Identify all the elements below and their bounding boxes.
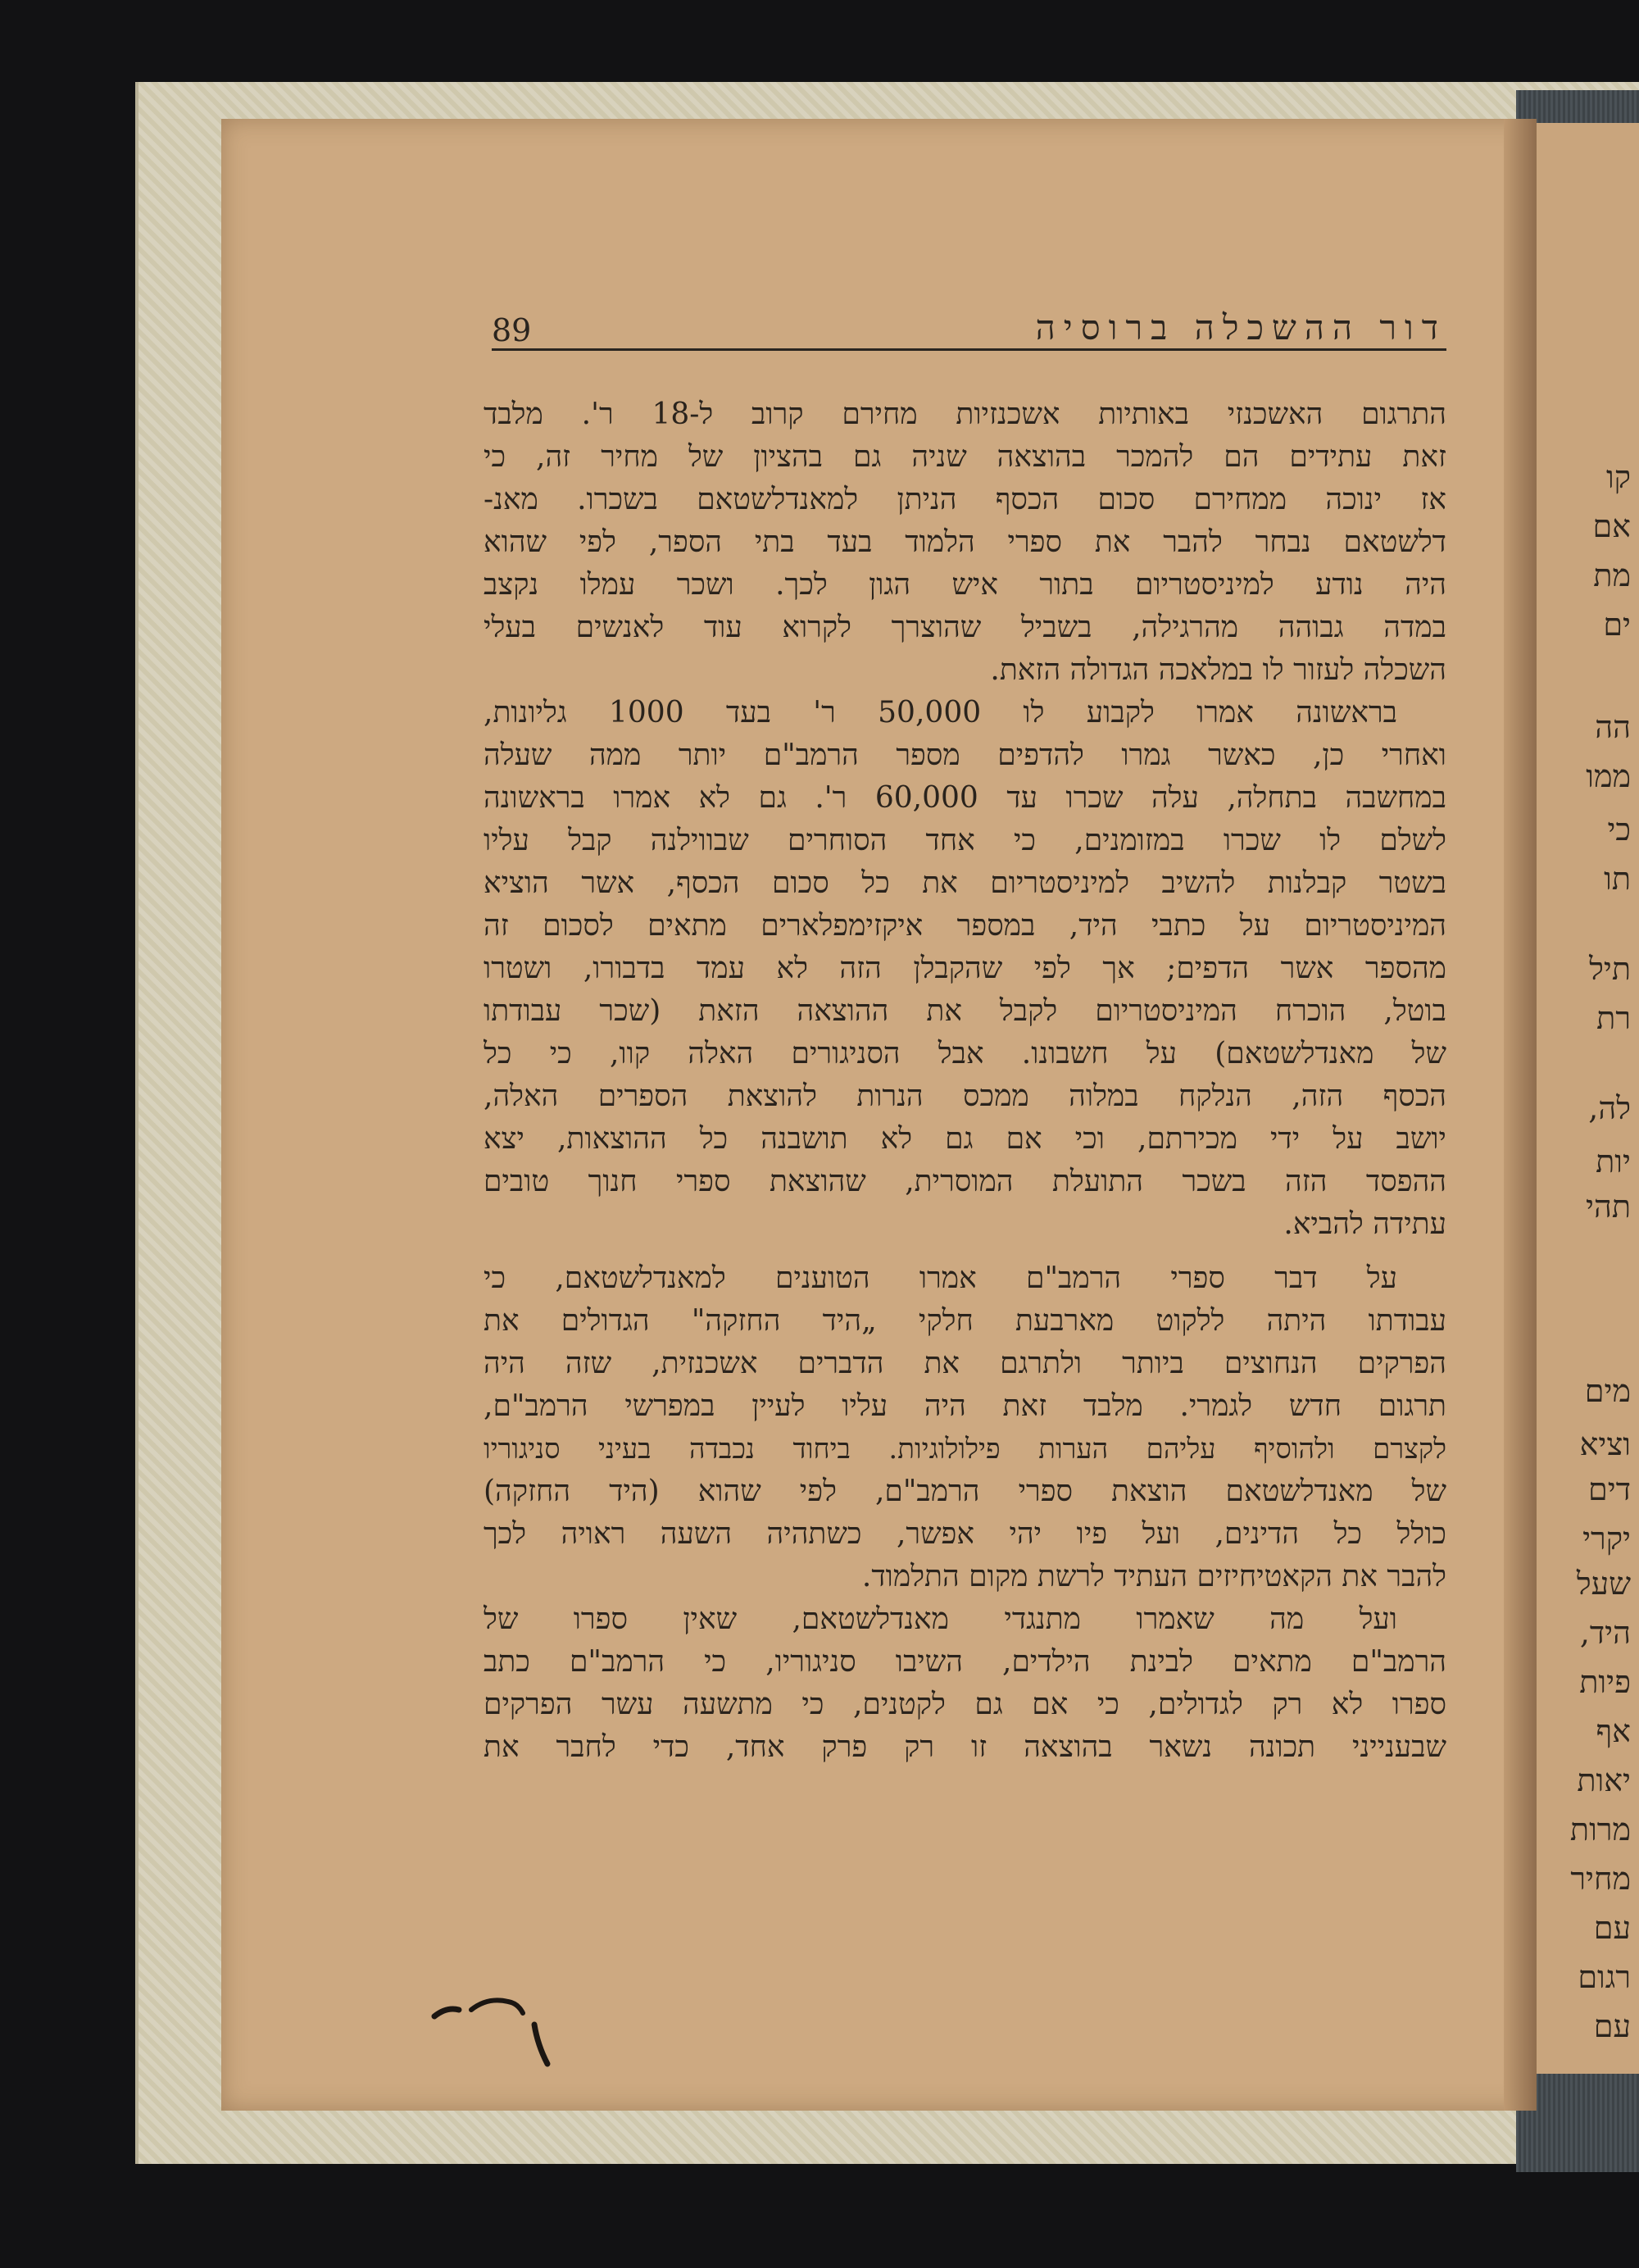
text-line: של מאנדלשטאם הוצאת ספרי הרמב"ם, לפי שהוא (היד החזקה) — [484, 1475, 1446, 1508]
next-page-fragment: עם — [1593, 2008, 1631, 2044]
next-page-fragment: ים — [1603, 607, 1631, 643]
text-line: זאת עתידים הם להמכר בהוצאה שניה גם בהציון של מחיר זה, כי — [484, 440, 1446, 474]
text-line: ועל מה שאמרו מתנגדי מאנדלשטאם, שאין ספרו של — [484, 1602, 1397, 1636]
text-line: של מאנדלשטאם) על חשבונו. אבל הסניגורים האלה קוו, כי כל — [484, 1037, 1446, 1070]
text-line: הכסף הזה, הנלקח במלוה ממכס הנרות להוצאת הספרים האלה, — [484, 1079, 1446, 1113]
next-page-fragment: מים — [1584, 1373, 1631, 1409]
text-line: הרמב"ם מתאים לבינת הילדים, השיבו סניגוריו, כי הרמב"ם כתב — [484, 1645, 1446, 1679]
next-page-fragment: רת — [1596, 1000, 1631, 1036]
next-page-fragment: שעל — [1576, 1566, 1631, 1602]
next-page-fragment: מחיר — [1570, 1861, 1631, 1897]
text-line: בשטר קבלנות להשיב למיניסטריום את כל סכום הכסף, אשר הוציא — [484, 866, 1446, 900]
next-page-fragment: לה, — [1588, 1090, 1631, 1126]
text-line: עבודתו היתה ללקוט מארבעת חלקי „היד החזקה" הגדולים את — [484, 1304, 1446, 1338]
text-line: להבר את הקאטיחיזים העתיד לרשת מקום התלמוד. — [861, 1560, 1446, 1593]
next-page-fragment: תהי — [1586, 1189, 1631, 1225]
next-page-fragment: ממו — [1586, 758, 1631, 794]
next-page-fragment: וציא — [1579, 1426, 1631, 1462]
running-title: דור ההשכלה ברוסיה — [1035, 307, 1446, 348]
next-page-fragment: יקרי — [1582, 1520, 1631, 1557]
next-page-fragment: יות — [1596, 1143, 1631, 1179]
text-line: הפרקים הנחוצים ביותר ולתרגם את הדברים אשכנזית, שזה היה — [484, 1347, 1446, 1380]
next-page-fragment: עם — [1593, 1910, 1631, 1946]
next-page-fragment: רגום — [1578, 1959, 1631, 1995]
next-page-fragment: מרות — [1569, 1811, 1631, 1848]
page-number: 89 — [492, 312, 532, 348]
next-page-fragment: דים — [1588, 1471, 1631, 1507]
next-page-fragment: מת — [1593, 557, 1631, 593]
text-line: יושב על ידי מכירתם, וכי אם גם לא תושבנה כל ההוצאות, יצא — [484, 1122, 1446, 1156]
next-page-edge — [1537, 123, 1639, 2074]
text-line: ספרו לא רק לגדולים, כי אם גם לקטנים, כי מתשעה עשר הפרקים — [484, 1688, 1446, 1721]
next-page-fragment: אף — [1596, 1713, 1631, 1749]
paragraph — [484, 393, 1446, 692]
body-text — [484, 393, 1446, 1769]
text-line: כולל כל הדינים, ועל פיו יהי אפשר, כשתהיה השעה ראויה לכך — [484, 1517, 1446, 1551]
next-page-fragment: תו — [1604, 861, 1631, 897]
next-page-fragment: יאות — [1577, 1762, 1631, 1798]
text-line: השכלה לעזור לו במלאכה הגדולה הזאת. — [990, 653, 1446, 687]
text-line: לשלם לו שכרו במזומנים, כי אחד הסוחרים שבווילנה קבל עליו — [484, 824, 1446, 857]
text-line: אז ינוכה ממחירם סכום הכסף הניתן למאנדלשטאם בשכרו. מאנ- — [484, 483, 1446, 516]
paragraph — [484, 1598, 1446, 1769]
text-line: דלשטאם נבחר להבר את ספרי הלמוד בעד בתי הספר, לפי שהוא — [484, 525, 1446, 559]
text-line: מהספר אשר הדפים; אך לפי שהקבלן הזה לא עמד בדבורו, ושטרו — [484, 952, 1446, 985]
text-line: ואחרי כן, כאשר גמרו להדפים מספר הרמב"ם יותר ממה שעלה — [484, 739, 1446, 772]
next-page-fragment: תיל — [1589, 951, 1631, 987]
book-gutter — [1504, 119, 1537, 2111]
next-page-fragment: אם — [1592, 508, 1631, 544]
pencil-mark-icon — [426, 1967, 606, 2074]
text-line: תרגום חדש לגמרי. מלבד זאת היה עליו לעיין במפרשי הרמב"ם, — [484, 1389, 1446, 1423]
next-page-fragment: כי — [1607, 811, 1631, 848]
text-line: היה נודע למיניסטריום בתור איש הגון לכך. ושכר עמלו נקצב — [484, 568, 1446, 602]
running-head — [492, 299, 1446, 351]
text-line: במחשבה בתחלה, עלה שכרו עד 60,000 ר'. גם לא אמרו בראשונה — [484, 781, 1446, 815]
text-line: ההפסד הזה בשכר התועלת המוסרית, שהוצאת ספרי חנוך טובים — [484, 1165, 1446, 1198]
text-line: המיניסטריום על כתבי היד, במספר איקזימפלארים מתאים לסכום זה — [484, 909, 1446, 943]
text-line: במדה גבוהה מהרגילה, בשביל שהוצרך לקרוא עוד לאנשים בעלי — [484, 611, 1446, 644]
paragraph — [484, 1257, 1446, 1598]
text-line: לקצרם ולהוסיף עליהם הערות פילולוגיות. ביחוד נכבדה בעיני סניגוריו — [484, 1433, 1446, 1466]
next-page-fragment: הה — [1595, 709, 1631, 745]
text-line: התרגום האשכנזי באותיות אשכנזיות מחירם קרוב ל-18 ר'. מלבד — [484, 398, 1446, 431]
text-line: על דבר ספרי הרמב"ם אמרו הטוענים למאנדלשטאם, כי — [484, 1261, 1397, 1295]
text-line: בוטל, הוכרח המיניסטריום לקבל את ההוצאה הזאת (שכר עבודתו — [484, 994, 1446, 1028]
text-line: שבענייני תכונה נשאר בהוצאה זו רק פרק אחד, כדי לחבר את — [484, 1730, 1446, 1764]
next-page-fragment: פיות — [1579, 1664, 1631, 1700]
text-line: בראשונה אמרו לקבוע לו 50,000 ר' בעד 1000 גליונות, — [484, 696, 1398, 729]
text-line: עתידה להביא. — [1283, 1207, 1446, 1241]
next-page-fragment: היד, — [1579, 1615, 1631, 1651]
next-page-fragment: קו — [1605, 459, 1631, 495]
paragraph — [484, 692, 1446, 1246]
